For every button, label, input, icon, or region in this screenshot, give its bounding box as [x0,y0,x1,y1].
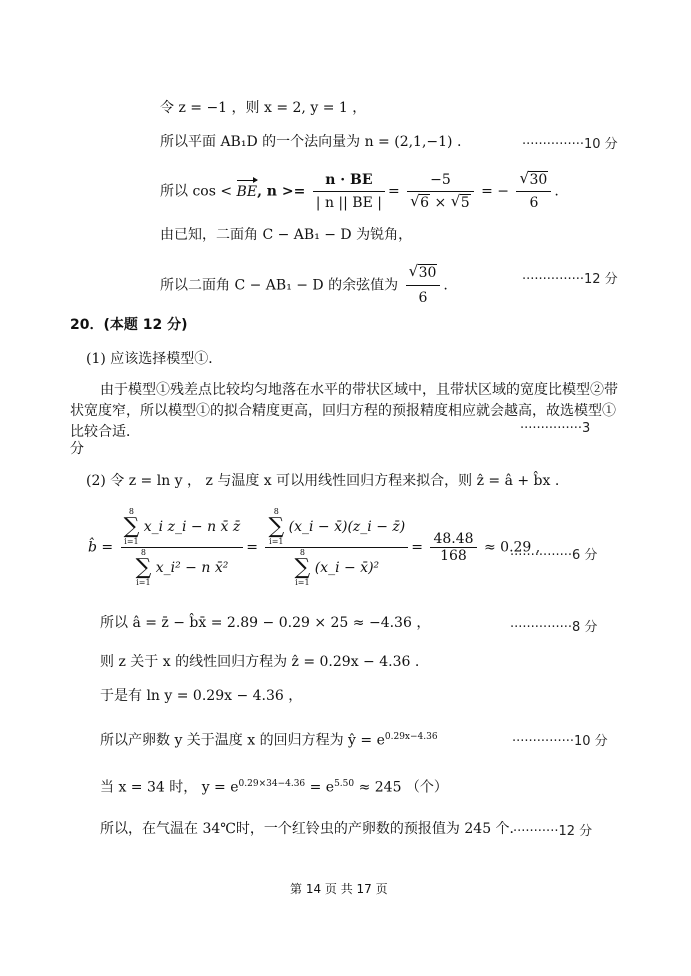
sum-upper: 8 [299,548,305,557]
score-mark-12b: ···········12 分 [513,824,593,839]
b-hat-fraction-2-denominator: (x_i − x̄)² [314,560,380,576]
y-regression-exponent: 0.29x−4.36 [384,732,438,742]
sum-upper: 8 [128,507,135,516]
paragraph-line-1: 由于模型①残差点比较均匀地落在水平的带状区域中，且带状区域的宽度比模型②带 [100,382,618,398]
part-2-intro: (2) 令 z = ln y ， z 与温度 x 可以用线性回归方程来拟合，则 ẑ = â + b̂x . [86,473,560,489]
sum-upper: 8 [140,548,146,557]
fraction-2-root-a: 6 [420,195,430,211]
score-mark-3: ···············3 [520,421,591,436]
prediction-text-b: = e [305,779,335,796]
paragraph-line-3: 比较合适． [70,424,140,440]
problem-20-heading: 20．(本题 12 分) [70,317,188,333]
sum-lower: i=1 [269,537,284,546]
prediction-text-c: ≈ 245 （个） [354,779,448,796]
cosine-prefix: 所以 cos < [160,183,237,200]
part-1-answer: (1) 应该选择模型①． [86,351,223,367]
b-hat-fraction-3-denominator: 168 [440,548,467,564]
y-regression-text: 所以产卵数 y 关于温度 x 的回归方程为 ŷ = e [100,732,385,749]
b-hat-symbol: b̂ [88,539,97,556]
b-hat-fraction-1-denominator: x_i² − n x̄² [155,560,229,576]
page-footer: 第 14 页 共 17 页 [290,882,388,896]
b-hat-fraction-1: 8 ∑ i=1 x_i z_i − n x̄ z̄ 8 ∑ i=1 x_i² − n x̄² [121,508,244,587]
prediction-exponent-2: 5.50 [334,779,355,789]
ln-y-line: 于是有 ln y = 0.29x − 4.36 ， [100,688,303,704]
fraction-3 [516,170,551,213]
prediction-exponent-1: 0.29×34−4.36 [238,779,306,789]
fraction-4 [406,262,441,309]
text-line-4: 由已知，二面角 C − AB₁ − D 为锐角， [160,227,413,243]
fraction-3-denominator: 6 [529,195,539,211]
score-mark-8: ···············8 分 [510,620,598,635]
fraction-1-denominator: | n || BE | [315,195,382,211]
a-hat-line: 所以 â = z̄ − b̂x̄ = 2.89 − 0.29 × 25 ≈ −4.36 ， [100,615,431,631]
fraction-1 [313,170,385,213]
y-regression-line [100,728,438,750]
fraction-3-root: 30 [529,172,548,188]
z-regression-line: 则 z 关于 x 的线性回归方程为 ẑ = 0.29x − 4.36 . [100,654,420,670]
score-mark-6: ···············6 分 [510,548,598,563]
vector-be: BE [236,183,258,200]
paragraph-line-4: 分 [70,441,84,457]
cosine-formula: 所以 cos < BE, n >= $\frac{n \cdot BE}{| n || BE |}$ = −5 √ 6 × √ 5 = − √ $\frac{30}{6}$ . [160,170,559,213]
score-mark-10: ···············10 分 [522,137,618,152]
paragraph-line-2: 状宽度窄，所以模型①的拟合精度更高，回归方程的预报精度相应就会越高，故选模型① [70,403,616,419]
sum-lower: i=1 [295,578,310,587]
score-mark-10b: ···············10 分 [512,734,608,749]
text-line-1: 令 z = −1 ，则 x = 2, y = 1 ， [160,100,367,116]
b-hat-fraction-2: 8 ∑ i=1 (x_i − x̄)(z_i − z̄) 8 ∑ i=1 (x_i − x̄)² [265,508,408,587]
equals-minus: = − [481,183,510,200]
b-hat-fraction-3-numerator: 48.48 [430,532,476,548]
fraction-2-root-b: 5 [460,195,470,211]
fraction-2-numerator: −5 [407,170,473,192]
b-hat-fraction-3 [430,532,476,563]
cosine-mid: , n >= [257,183,306,200]
sum-lower: i=1 [136,578,151,587]
prediction-text-a: 当 x = 34 时， y = e [100,779,239,796]
text-line-2: 所以平面 AB₁D 的一个法向量为 n = (2,1,−1) . [160,134,462,150]
fraction-4-root: 30 [418,265,437,281]
fraction-4-denominator: 6 [418,290,428,306]
text-line-5: 所以二面角 C − AB₁ − D 的余弦值为 √ $\frac{30}{6}$ . [160,262,448,309]
conclusion-line: 所以，在气温在 34℃时，一个红铃虫的产卵数的预报值为 245 个． [100,821,524,837]
b-hat-fraction-2-numerator: (x_i − x̄)(z_i − z̄) [288,519,406,535]
score-mark-12: ···············12 分 [522,272,618,287]
prediction-line [100,775,448,797]
sum-lower: i=1 [124,537,139,546]
sum-upper: 8 [273,507,279,516]
b-hat-result: ≈ 0.29 , [483,539,541,556]
b-hat-fraction-1-numerator: x_i z_i − n x̄ z̄ [143,519,241,535]
text-line-5-label: 所以二面角 C − AB₁ − D 的余弦值为 [160,277,399,294]
fraction-2: −5 √ 6 × √ 5 [407,170,473,213]
fraction-1-numerator: n · BE [313,170,385,192]
b-hat-formula: b̂ = 8 ∑ i=1 x_i z_i − n x̄ z̄ 8 ∑ i=1 x_i² − n x̄² = 8 ∑ i=1 (x_i − x̄)(z_i − z̄) 8 ∑ i=1 (x_i − x̄)² = $\frac{48.48}{168}$ ≈ 0.29 , [88,507,541,587]
